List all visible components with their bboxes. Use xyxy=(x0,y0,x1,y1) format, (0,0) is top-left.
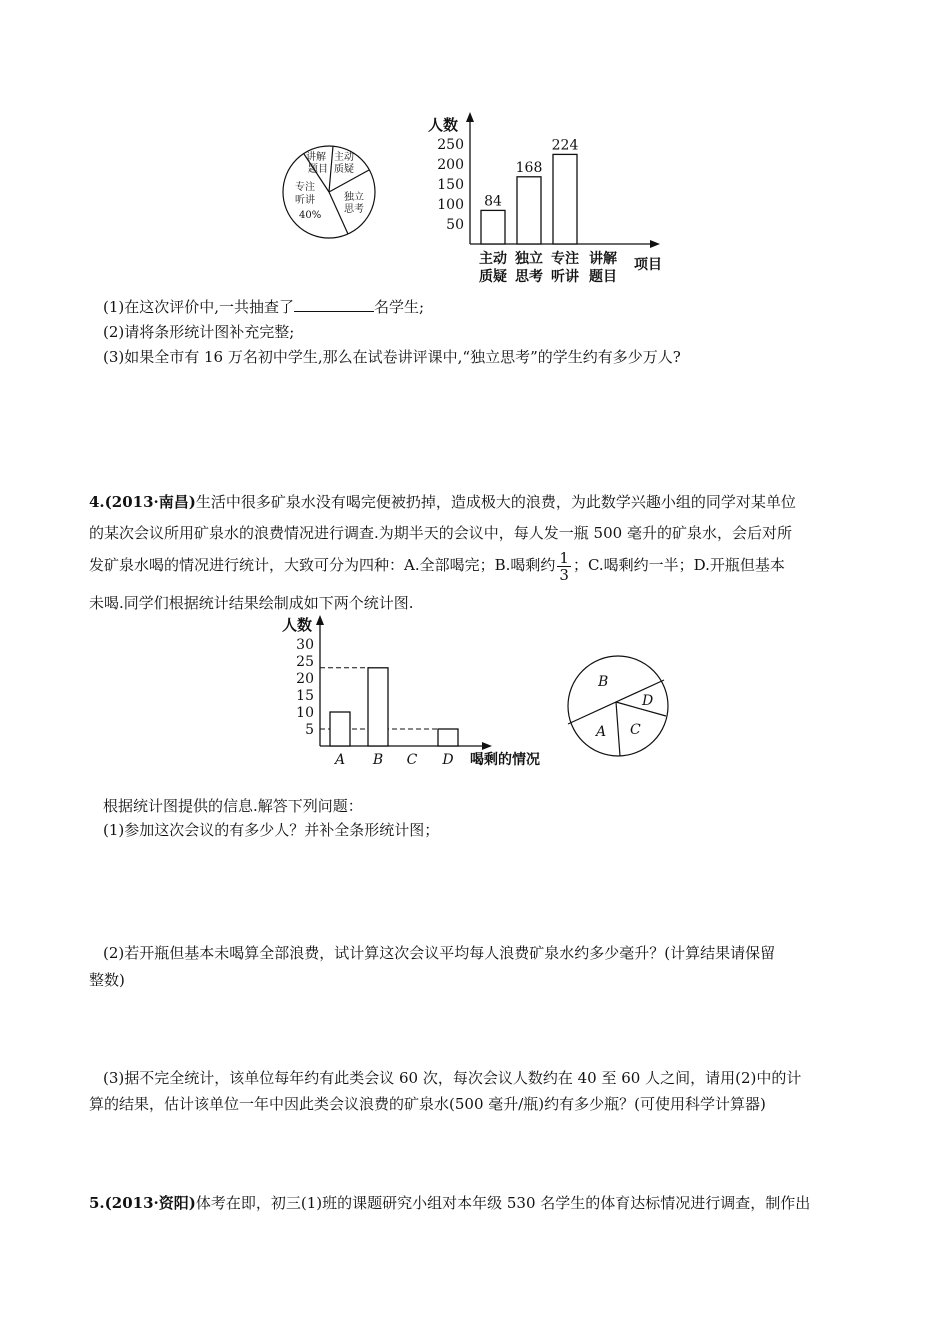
q3-question-3: (3)如果全市有 16 万名初中学生,那么在试卷讲评课中,“独立思考”的学生约有多少万人? xyxy=(103,348,681,366)
q4-y-tick-label: 30 xyxy=(296,637,314,653)
q4-line-3a: 发矿泉水喝的情况进行统计，大致可分为四种：A.全部喝完；B.喝剩约 xyxy=(89,556,556,574)
q3-bar xyxy=(553,154,577,244)
q5-source: (2013·资阳) xyxy=(104,1194,196,1212)
q3-pie-divider-1 xyxy=(329,146,333,192)
q3-pie-label-jiangjie-2: 题目 xyxy=(308,164,328,175)
q4-part-3-line-1: (3)据不完全统计，该单位每年约有此类会议 60 次，每次会议人数约在 40 至 60 人之间，请用(2)中的计 xyxy=(103,1069,802,1087)
q3-pie-label-zhudong-2: 质疑 xyxy=(334,164,354,175)
q3-category-label: 题目 xyxy=(589,269,617,285)
q4-bar-xlabel: 喝剩的情况 xyxy=(470,752,540,768)
q4-part-3-line-2: 算的结果，估计该单位一年中因此类会议浪费的矿泉水(500 毫升/瓶)约有多少瓶？(可使用科学计算器) xyxy=(89,1095,766,1113)
q4-bar-y-arrow xyxy=(316,615,324,625)
q3-bar xyxy=(481,210,505,244)
q5-line-1-text: 体考在即，初三(1)班的课题研究小组对本年级 530 名学生的体育达标情况进行调查，制作出 xyxy=(195,1194,811,1212)
q4-line-4: 未喝.同学们根据统计结果绘制成如下两个统计图. xyxy=(89,594,414,612)
q4-part-2-line-2: 整数) xyxy=(89,971,125,989)
q4-line-3 xyxy=(89,549,785,583)
q3-pie-label-zhuanzhu-1: 专注 xyxy=(295,182,315,193)
q4-number: 4. xyxy=(89,493,105,511)
q4-bar-ylabel: 人数 xyxy=(282,616,313,634)
q3-answer-blank[interactable] xyxy=(294,297,374,312)
q3-category-label: 听讲 xyxy=(551,269,579,285)
q3-category-label: 思考 xyxy=(515,269,543,285)
q4-line-1-text: 生活中很多矿泉水没有喝完便被扔掉，造成极大的浪费，为此数学兴趣小组的同学对某单位 xyxy=(195,493,796,511)
q4-line-3b: ；C.喝剩约一半；D.开瓶但基本 xyxy=(572,556,785,574)
q4-fraction-num: 1 xyxy=(559,548,569,567)
q3-y-tick-label: 200 xyxy=(437,157,464,173)
q4-y-tick-label: 25 xyxy=(296,654,314,670)
q4-part-2-line-1: (2)若开瓶但基本未喝算全部浪费，试计算这次会议平均每人浪费矿泉水约多少毫升？(计算结果请保留 xyxy=(103,944,776,962)
q3-category-label: 主动 xyxy=(479,251,507,267)
q4-fraction-den: 3 xyxy=(559,565,569,584)
q4-y-tick-label: 10 xyxy=(296,705,314,721)
q4-pie-label-a: A xyxy=(596,724,607,740)
q4-pie-label-b: B xyxy=(598,674,609,690)
q3-category-label: 独立 xyxy=(515,251,543,267)
q3-question-1-b: 名学生; xyxy=(374,298,425,316)
q4-pie-label-d: D xyxy=(642,693,654,709)
q4-bar-chart xyxy=(270,612,560,772)
q3-category-label: 讲解 xyxy=(589,251,617,267)
q3-bar-y-arrow xyxy=(466,112,474,122)
q3-pie-chart xyxy=(282,140,382,244)
q3-pie-label-duli-1: 独立 xyxy=(344,192,364,203)
q3-bar-value-label: 224 xyxy=(551,137,579,154)
q4-bar xyxy=(368,668,388,746)
q4-category-label: D xyxy=(442,752,454,768)
q4-pie-divider-3 xyxy=(616,702,620,756)
q3-bar-ylabel: 人数 xyxy=(428,116,459,134)
q3-y-tick-label: 100 xyxy=(437,197,464,213)
q4-pie-label-c: C xyxy=(630,722,641,738)
q3-category-label: 质疑 xyxy=(479,269,507,285)
q3-bar-value-label: 168 xyxy=(515,159,543,176)
q4-category-label: B xyxy=(372,752,384,768)
q4-category-label: A xyxy=(334,752,346,768)
q5-line-1 xyxy=(89,1193,810,1213)
q3-pie-label-zhudong-1: 主动 xyxy=(334,152,354,163)
q3-pie-label-zhuanzhu-2: 听讲 xyxy=(295,195,315,206)
q4-part-1: (1)参加这次会议的有多少人？并补全条形统计图； xyxy=(103,821,440,839)
q3-y-tick-label: 250 xyxy=(437,137,464,153)
q4-category-label: C xyxy=(406,752,418,768)
q3-question-2: (2)请将条形统计图补充完整; xyxy=(103,323,295,341)
q4-source: (2013·南昌) xyxy=(104,493,196,511)
q5-number: 5. xyxy=(89,1194,105,1212)
q3-bar xyxy=(517,177,541,244)
q4-fraction xyxy=(557,550,571,583)
q3-y-tick-label: 50 xyxy=(446,217,464,233)
q4-bar xyxy=(330,712,350,746)
q3-bar-value-label: 84 xyxy=(484,193,502,210)
q3-question-1 xyxy=(103,297,424,317)
q4-line-2: 的某次会议所用矿泉水的浪费情况进行调查.为期半天的会议中，每人发一瓶 500 毫升的矿泉水，会后对所 xyxy=(89,524,792,542)
q4-pie-divider-2 xyxy=(616,702,666,716)
q3-y-tick-label: 150 xyxy=(437,177,464,193)
q4-line-1 xyxy=(89,492,796,512)
q4-intro: 根据统计图提供的信息.解答下列问题： xyxy=(103,797,363,815)
q3-pie-label-jiangjie-1: 讲解 xyxy=(306,152,326,163)
q3-bar-x-arrow xyxy=(650,240,660,248)
q3-category-label: 专注 xyxy=(551,251,579,267)
q3-bar-xlabel: 项目 xyxy=(634,257,662,273)
q4-y-tick-label: 15 xyxy=(296,688,314,704)
q4-y-tick-label: 20 xyxy=(296,671,314,687)
q3-bar-chart xyxy=(420,108,680,290)
q3-pie-label-duli-2: 思考 xyxy=(344,204,364,215)
q3-question-1-a: (1)在这次评价中,一共抽查了 xyxy=(103,298,295,316)
q4-bar-x-arrow xyxy=(482,742,492,750)
q4-pie-chart xyxy=(558,654,678,764)
q4-bar xyxy=(438,729,458,746)
q3-pie-label-zhuanzhu-pct: 40% xyxy=(299,210,322,221)
q4-y-tick-label: 5 xyxy=(305,722,314,738)
